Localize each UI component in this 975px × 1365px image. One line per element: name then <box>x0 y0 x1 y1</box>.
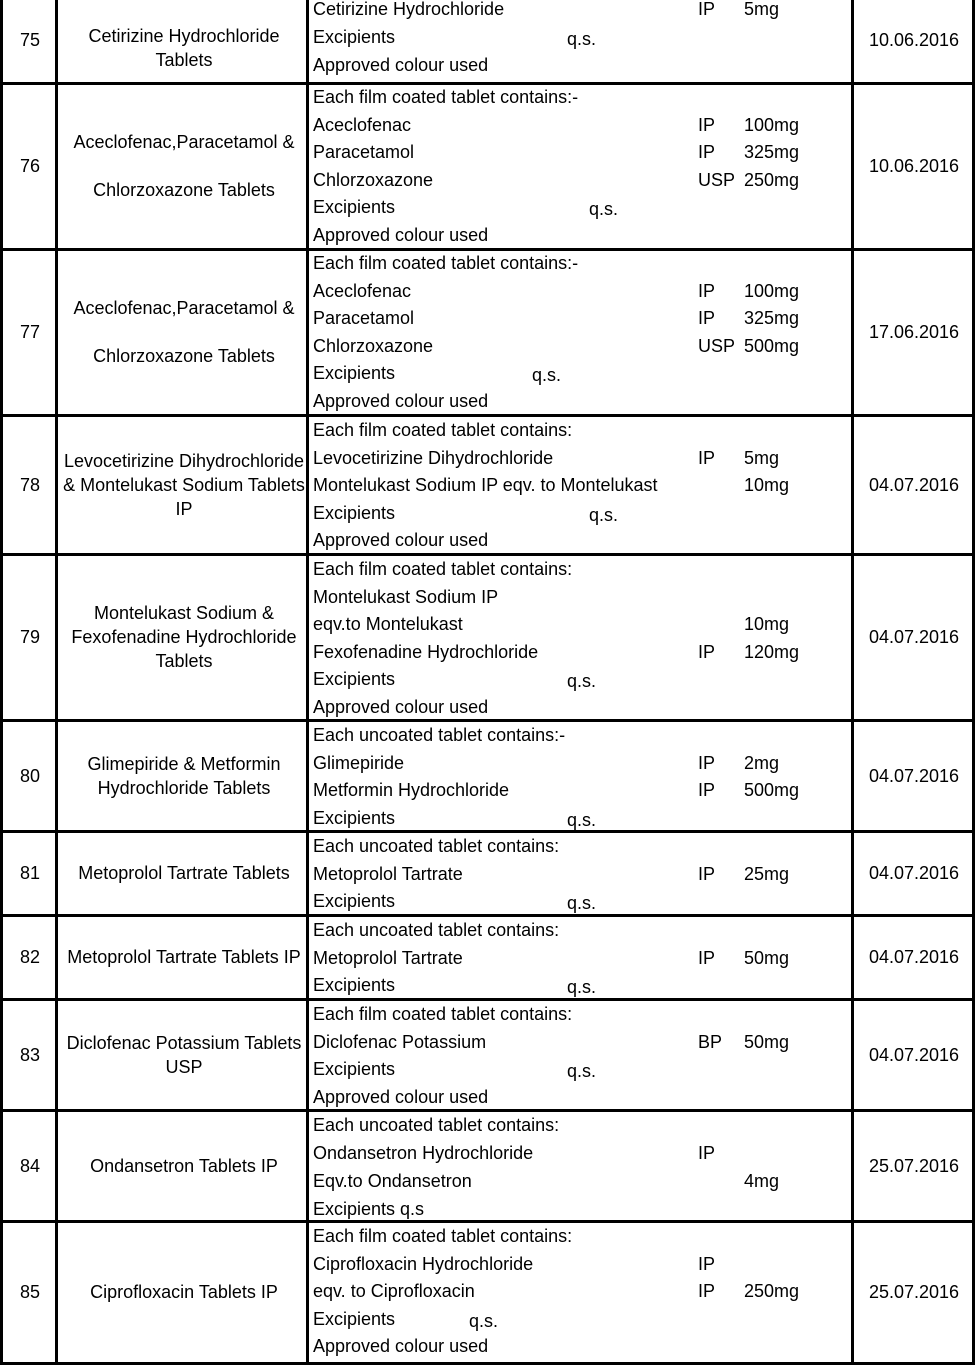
strength-value: 5mg <box>744 447 780 468</box>
row-number: 79 <box>19 627 41 647</box>
composition-line: Each film coated tablet contains:- <box>313 87 579 107</box>
composition-line: Each uncoated tablet contains: <box>313 836 560 856</box>
strength-value: 500mg <box>744 335 800 356</box>
composition-line: Excipients <box>313 807 396 828</box>
pharmacopoeia-standard: IP <box>698 114 716 135</box>
composition-line: Excipients <box>313 363 396 384</box>
table-row <box>0 831 975 915</box>
approval-date: 10.06.2016 <box>868 30 960 50</box>
composition-line: Metformin Hydrochloride <box>313 780 510 801</box>
strength-value: 100mg <box>744 280 800 301</box>
product-name: Ciprofloxacin Tablets IP <box>90 1282 278 1302</box>
strength-value: 10mg <box>744 475 790 496</box>
row-number: 85 <box>19 1282 41 1302</box>
pharmacopoeia-standard: IP <box>698 947 716 968</box>
composition-line: Glimepiride <box>313 752 405 773</box>
pharmacopoeia-standard: IP <box>698 1253 716 1274</box>
composition-line: Each film coated tablet contains: <box>313 559 573 579</box>
composition-line: Approved colour used <box>313 697 489 717</box>
composition-line: Metoprolol Tartrate <box>313 863 463 884</box>
strength-value: 120mg <box>744 641 800 662</box>
row-number: 82 <box>19 947 41 967</box>
composition-line: Excipients <box>313 197 396 218</box>
composition-line: Excipients <box>313 1059 396 1080</box>
approval-date: 04.07.2016 <box>868 474 960 495</box>
composition-line: Chlorzoxazone <box>313 169 434 190</box>
strength-value: 50mg <box>744 947 790 968</box>
pharmacopoeia-standard: IP <box>698 780 716 801</box>
product-name: Metoprolol Tartrate Tablets <box>78 863 290 883</box>
qs-marker: q.s. <box>567 893 597 914</box>
strength-value: 250mg <box>744 1281 800 1302</box>
composition-line: Approved colour used <box>313 530 489 551</box>
pharmacopoeia-standard: IP <box>698 280 716 301</box>
approval-date: 17.06.2016 <box>868 322 960 342</box>
composition-line: Approved colour used <box>313 225 489 245</box>
composition-line: Metoprolol Tartrate <box>313 947 463 968</box>
table-row <box>0 249 975 415</box>
composition-line: eqv.to Montelukast <box>313 614 463 635</box>
table-row <box>0 83 975 249</box>
composition-line: Each uncoated tablet contains: <box>313 1115 560 1135</box>
row-number: 76 <box>19 156 41 176</box>
table-row <box>0 915 975 999</box>
table-row <box>0 720 975 831</box>
table-row <box>0 415 975 554</box>
row-number: 81 <box>19 863 41 883</box>
composition-line: Fexofenadine Hydrochloride <box>313 641 539 662</box>
pharmacopoeia-standard: BP <box>698 1031 723 1052</box>
product-name <box>60 249 308 415</box>
table-row <box>0 999 975 1110</box>
composition-line: Levocetirizine Dihydrochloride <box>313 447 554 468</box>
composition-line: Ondansetron Hydrochloride <box>313 1143 534 1163</box>
strength-value: 100mg <box>744 114 800 135</box>
qs-marker: q.s. <box>567 29 597 49</box>
strength-value: 10mg <box>744 614 790 635</box>
composition-line: Excipients <box>313 1308 396 1329</box>
approval-date: 04.07.2016 <box>868 863 960 883</box>
strength-value: 2mg <box>744 752 780 773</box>
qs-marker: q.s. <box>567 809 597 830</box>
qs-marker: q.s. <box>589 199 619 220</box>
composition-line: Each film coated tablet contains: <box>313 1004 573 1024</box>
composition-line: eqv. to Ciprofloxacin <box>313 1281 475 1302</box>
qs-marker: q.s. <box>567 977 597 998</box>
strength-value: 250mg <box>744 169 800 190</box>
pharmacopoeia-standard: IP <box>698 0 716 19</box>
product-name-line-1: Aceclofenac,Paracetamol & <box>73 132 295 152</box>
approval-date: 10.06.2016 <box>868 156 960 176</box>
composition-line: Aceclofenac <box>313 114 412 135</box>
product-name: Ondansetron Tablets IP <box>90 1155 278 1176</box>
composition-line: Each film coated tablet contains: <box>313 1226 573 1246</box>
composition-line: Paracetamol <box>313 142 415 163</box>
composition-line: Excipients q.s <box>313 1199 425 1219</box>
strength-value: 325mg <box>744 142 800 163</box>
qs-marker: q.s. <box>532 365 562 386</box>
composition-line: Each uncoated tablet contains: <box>313 920 560 940</box>
approval-date: 04.07.2016 <box>868 627 960 647</box>
row-number: 78 <box>19 474 41 495</box>
approval-date: 04.07.2016 <box>868 947 960 967</box>
composition-line: Excipients <box>313 669 396 690</box>
pharmacopoeia-standard: USP <box>698 335 736 356</box>
table-row <box>0 554 975 720</box>
composition-line: Approved colour used <box>313 1086 489 1107</box>
strength-value: 4mg <box>744 1171 780 1191</box>
composition-line: Montelukast Sodium IP eqv. to Montelukast <box>313 475 658 496</box>
strength-value: 50mg <box>744 1031 790 1052</box>
composition-line: Approved colour used <box>313 1336 489 1357</box>
product-name: Metoprolol Tartrate Tablets IP <box>67 947 301 967</box>
product-name: Montelukast Sodium & Fexofenadine Hydrochloride Tablets <box>71 603 297 671</box>
row-number: 77 <box>19 322 41 342</box>
product-name-line-1: Aceclofenac,Paracetamol & <box>73 298 295 318</box>
composition-line: Approved colour used <box>313 391 489 411</box>
product-name-line-2: Chlorzoxazone Tablets <box>93 346 275 366</box>
strength-value: 5mg <box>744 0 780 19</box>
composition-line: Excipients <box>313 502 396 523</box>
approval-date: 25.07.2016 <box>868 1155 960 1176</box>
composition-line: Each uncoated tablet contains:- <box>313 725 566 745</box>
composition-line: Cetirizine Hydrochloride <box>313 0 505 19</box>
composition-line: Approved colour used <box>313 55 489 75</box>
composition-line: Each film coated tablet contains:- <box>313 253 579 273</box>
pharmacopoeia-standard: IP <box>698 1143 716 1163</box>
table-row <box>0 1221 975 1363</box>
composition-line: Excipients <box>313 27 396 47</box>
pharmacopoeia-standard: IP <box>698 752 716 773</box>
qs-marker: q.s. <box>469 1310 499 1331</box>
approval-date: 25.07.2016 <box>868 1282 960 1302</box>
approval-date: 04.07.2016 <box>868 765 960 786</box>
composition-line: Excipients <box>313 975 396 996</box>
pharmacopoeia-standard: IP <box>698 308 716 329</box>
table-row <box>0 0 975 83</box>
strength-value: 25mg <box>744 863 790 884</box>
table-row <box>0 1110 975 1221</box>
product-name <box>60 83 308 249</box>
pharmacopoeia-standard: IP <box>698 1281 716 1302</box>
pharmacopoeia-standard: IP <box>698 447 716 468</box>
composition-line: Excipients <box>313 891 396 912</box>
composition-line: Montelukast Sodium IP <box>313 586 499 607</box>
composition-line: Ciprofloxacin Hydrochloride <box>313 1253 534 1274</box>
product-name-line-2: Chlorzoxazone Tablets <box>93 180 275 200</box>
composition-line: Paracetamol <box>313 308 415 329</box>
row-number: 84 <box>19 1155 41 1176</box>
approval-date: 04.07.2016 <box>868 1044 960 1065</box>
qs-marker: q.s. <box>567 671 597 692</box>
qs-marker: q.s. <box>567 1061 597 1082</box>
row-number: 80 <box>19 765 41 786</box>
qs-marker: q.s. <box>589 504 619 525</box>
pharmacopoeia-standard: IP <box>698 142 716 163</box>
product-name: Cetirizine Hydrochloride Tablets <box>88 26 280 70</box>
pharmacopoeia-standard: USP <box>698 169 736 190</box>
product-name: Glimepiride & Metformin Hydrochloride Tablets <box>87 753 281 798</box>
product-name: Diclofenac Potassium Tablets USP <box>66 1032 302 1077</box>
strength-value: 325mg <box>744 308 800 329</box>
composition-line: Diclofenac Potassium <box>313 1031 487 1052</box>
pharmacopoeia-standard: IP <box>698 641 716 662</box>
composition-line: Eqv.to Ondansetron <box>313 1171 472 1191</box>
pharmacopoeia-standard: IP <box>698 863 716 884</box>
row-number: 75 <box>19 30 41 50</box>
composition-line: Chlorzoxazone <box>313 335 434 356</box>
row-number: 83 <box>19 1044 41 1065</box>
composition-line: Each film coated tablet contains: <box>313 420 573 440</box>
strength-value: 500mg <box>744 780 800 801</box>
product-name: Levocetirizine Dihydrochloride & Montelukast Sodium Tablets IP <box>63 450 305 519</box>
composition-line: Aceclofenac <box>313 280 412 301</box>
